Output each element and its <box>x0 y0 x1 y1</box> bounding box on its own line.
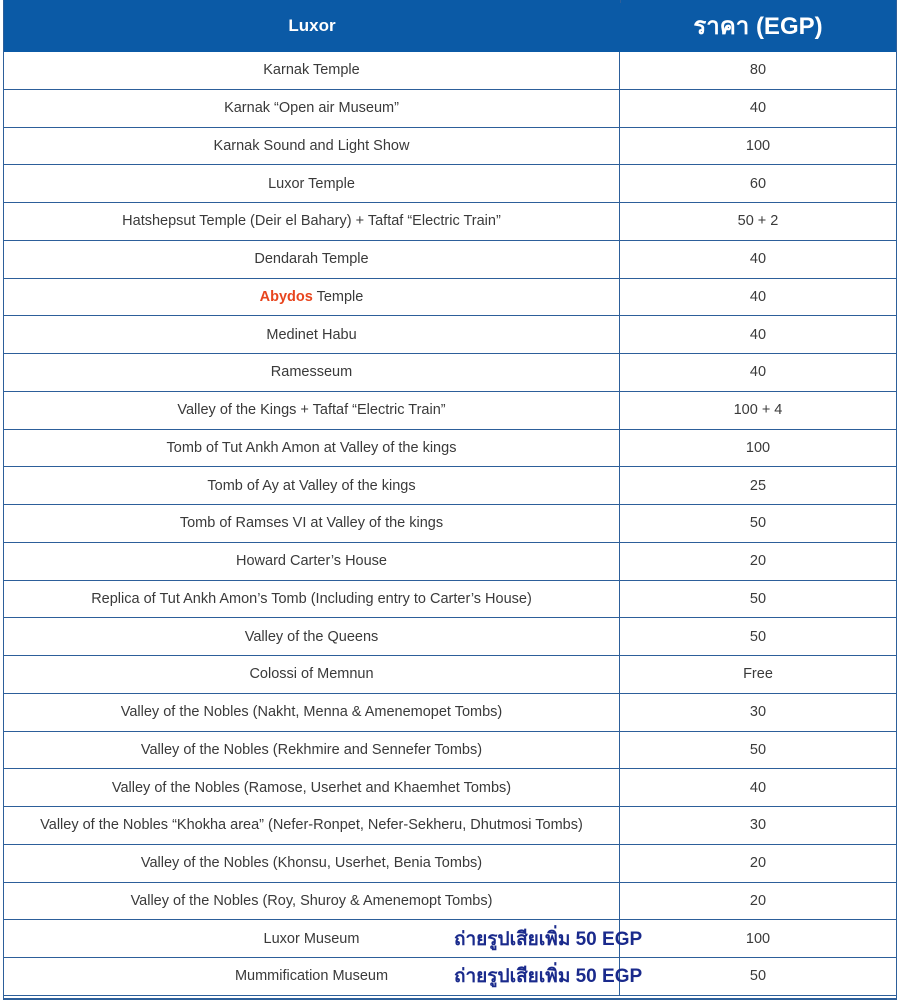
attraction-name: Valley of the Nobles (Ramose, Userhet and Khaemhet Tombs) <box>4 769 620 806</box>
header-attraction: Luxor <box>288 16 336 35</box>
price-value: Free <box>743 666 773 683</box>
price-value: 50 + 2 <box>737 213 779 230</box>
attraction-name: Valley of the Nobles (Khonsu, Userhet, Benia Tombs) <box>4 845 620 882</box>
attraction-name: Tomb of Ay at Valley of the kings <box>4 467 620 504</box>
price-value: 40 <box>749 779 767 796</box>
price-value: 40 <box>749 288 767 305</box>
attraction-name: Valley of the Nobles (Nakht, Menna & Amenemopet Tombs) <box>4 694 620 731</box>
attraction-name <box>4 279 620 316</box>
attraction-name: Valley of the Nobles (Roy, Shuroy & Amenemopt Tombs) <box>4 883 620 920</box>
table-row <box>4 807 896 845</box>
price-value: 80 <box>749 62 767 79</box>
attraction-name: Ramesseum <box>4 354 620 391</box>
table-row <box>4 883 896 921</box>
table-row <box>4 316 896 354</box>
table-row <box>4 920 896 958</box>
table-row <box>4 581 896 619</box>
price-value: 60 <box>749 175 767 192</box>
attraction-name: Dendarah Temple <box>4 241 620 278</box>
header-price: ราคา (EGP) <box>693 12 823 40</box>
table-row <box>4 165 896 203</box>
attraction-name: Tomb of Ramses VI at Valley of the kings <box>4 505 620 542</box>
attraction-name: Tomb of Tut Ankh Amon at Valley of the kings <box>4 430 620 467</box>
price-value: 40 <box>749 326 767 343</box>
price-value: 50 <box>749 741 767 758</box>
price-value: 50 <box>749 628 767 645</box>
table-row <box>4 203 896 241</box>
price-value: 40 <box>749 251 767 268</box>
price-value: 30 <box>749 817 767 834</box>
price-value: 20 <box>749 553 767 570</box>
attraction-name: Valley of the Kings + Taftaf “Electric Train” <box>4 392 620 429</box>
photo-fee-note: ถ่ายรูปเสียเพิ่ม 50 EGP <box>454 928 643 950</box>
attraction-name: Luxor Museum <box>4 920 620 957</box>
price-value: 30 <box>749 704 767 721</box>
photo-fee-note: ถ่ายรูปเสียเพิ่ม 50 EGP <box>454 966 643 988</box>
attraction-name: Valley of the Nobles “Khokha area” (Nefer-Ronpet, Nefer-Sekheru, Dhutmosi Tombs) <box>4 807 620 844</box>
attraction-name: Mummification Museum <box>4 958 620 995</box>
table-row <box>4 392 896 430</box>
attraction-name: Colossi of Memnun <box>4 656 620 693</box>
attraction-name-highlight: Abydos <box>259 288 313 305</box>
table-row <box>4 656 896 694</box>
table-row <box>4 128 896 166</box>
price-value: 100 <box>745 930 771 947</box>
table-row <box>4 52 896 90</box>
table-row <box>4 430 896 468</box>
price-value: 40 <box>749 100 767 117</box>
table-row <box>4 845 896 883</box>
table-row <box>4 958 896 996</box>
table-row <box>4 694 896 732</box>
table-row <box>4 279 896 317</box>
attraction-name: Valley of the Nobles (Rekhmire and Sennefer Tombs) <box>4 732 620 769</box>
table-row <box>4 769 896 807</box>
price-value: 20 <box>749 892 767 909</box>
attraction-name: Karnak Sound and Light Show <box>4 128 620 165</box>
price-value: 40 <box>749 364 767 381</box>
attraction-name-rest: Temple <box>312 288 364 305</box>
price-value: 50 <box>749 590 767 607</box>
price-value: 100 <box>745 137 771 154</box>
table-row <box>4 90 896 128</box>
attraction-name: Luxor Temple <box>4 165 620 202</box>
table-row <box>4 505 896 543</box>
attraction-name: Replica of Tut Ankh Amon’s Tomb (Including entry to Carter’s House) <box>4 581 620 618</box>
attraction-name: Valley of the Queens <box>4 618 620 655</box>
table-row <box>4 732 896 770</box>
table-row <box>4 354 896 392</box>
table-row <box>4 543 896 581</box>
price-value: 100 <box>745 439 771 456</box>
table-row <box>4 467 896 505</box>
price-value: 50 <box>749 515 767 532</box>
attraction-name: Hatshepsut Temple (Deir el Bahary) + Taftaf “Electric Train” <box>4 203 620 240</box>
price-value: 50 <box>749 968 767 985</box>
table-row <box>4 241 896 279</box>
price-value: 25 <box>749 477 767 494</box>
table-header <box>4 0 896 52</box>
price-value: 20 <box>749 855 767 872</box>
table-row <box>4 618 896 656</box>
attraction-name: Medinet Habu <box>4 316 620 353</box>
table-body <box>4 52 896 996</box>
attraction-name: Karnak “Open air Museum” <box>4 90 620 127</box>
attraction-name: Karnak Temple <box>4 52 620 89</box>
price-table <box>3 0 897 1000</box>
attraction-name: Howard Carter’s House <box>4 543 620 580</box>
price-value: 100 + 4 <box>733 402 783 419</box>
